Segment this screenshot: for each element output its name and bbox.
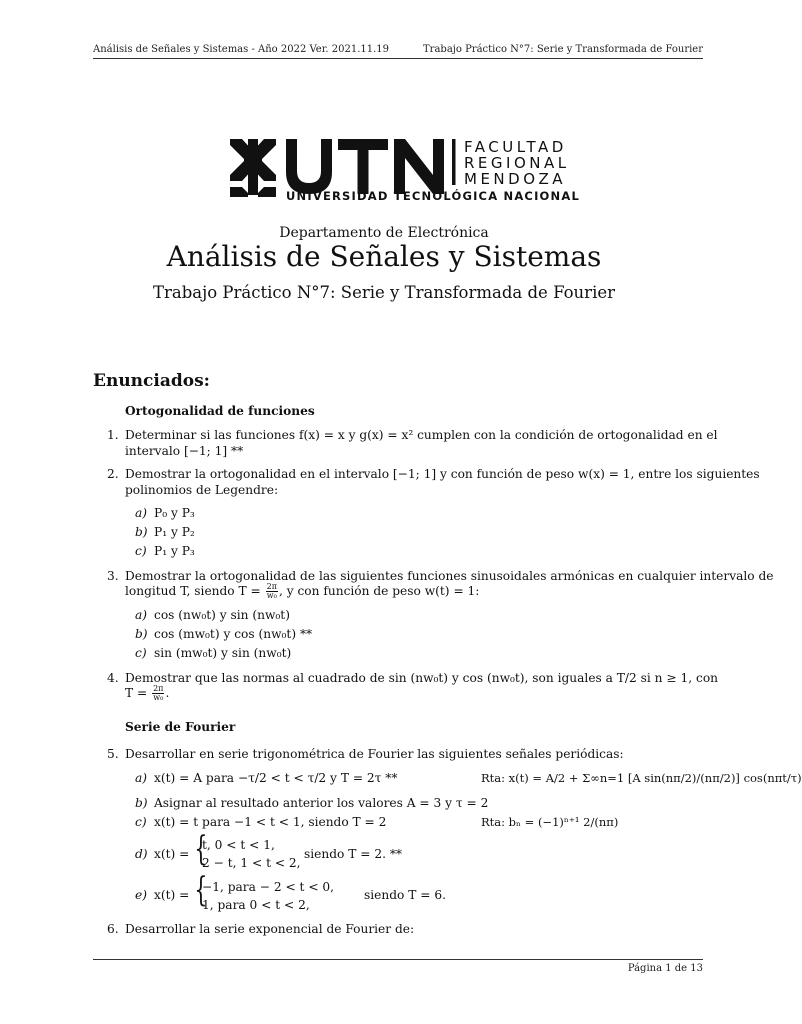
logo-line-2: REGIONAL	[464, 154, 570, 172]
item-number: 1.	[107, 428, 119, 442]
item-3-line-1: Demostrar la ortogonalidad de las siguientes funciones sinusoidales armónicas en cualquier intervalo de	[125, 569, 774, 583]
answer-5-a: Rta: x(t) = A/2 + Σ∞n=1 [A sin(nπ/2)/(nπ/2)] cos(nπt/τ)	[481, 771, 802, 785]
logo-line-3: MENDOZA	[464, 170, 567, 188]
item-5-e-case-2: 1, para 0 < t < 2,	[202, 898, 310, 912]
item-3-c: sin (mw₀t) y sin (nw₀t)	[154, 646, 292, 660]
item-5-e-tail: siendo T = 6.	[364, 888, 446, 902]
item-4-line-1: Demostrar que las normas al cuadrado de sin (nw₀t) y cos (nw₀t), son iguales a T/2 si n ≥ 1, con	[125, 671, 719, 685]
enum-label: e)	[135, 888, 147, 902]
enum-label: d)	[135, 847, 148, 861]
enum-label: a)	[135, 506, 148, 520]
item-2-line-1: Demostrar la ortogonalidad en el intervalo [−1; 1] y con función de peso w(x) = 1, entre los siguientes	[125, 467, 760, 481]
logo-line-1: FACULTAD	[464, 138, 567, 156]
enum-label: a)	[135, 608, 148, 622]
header-rule	[93, 58, 703, 59]
item-5-b: Asignar al resultado anterior los valores A = 3 y τ = 2	[154, 796, 489, 810]
section-heading: Enunciados:	[93, 371, 210, 391]
fraction-2pi-w0: $\frac{2\pi}{\text{w₀}}$	[266, 582, 277, 600]
enum-label: b)	[135, 796, 148, 810]
item-5-d-tail: siendo T = 2. **	[304, 847, 403, 861]
item-2-c: P₁ y P₃	[154, 544, 195, 558]
running-header-right: Trabajo Práctico N°7: Serie y Transformada de Fourier	[423, 44, 703, 55]
item-3-a: cos (nw₀t) y sin (nw₀t)	[154, 608, 290, 622]
item-number: 3.	[107, 569, 119, 583]
item-number: 5.	[107, 747, 119, 761]
item-number: 2.	[107, 467, 119, 481]
utn-logo	[228, 135, 580, 203]
item-1-line-2: intervalo [−1; 1] **	[125, 444, 244, 458]
item-5-c: x(t) = t para −1 < t < 1, siendo T = 2	[154, 815, 387, 829]
answer-5-c: Rta: bₙ = (−1)ⁿ⁺¹ 2/(nπ)	[481, 815, 619, 829]
enum-label: b)	[135, 627, 148, 641]
item-1-line-1: Determinar si las funciones f(x) = x y g(x) = x² cumplen con la condición de ortogonalidad en el	[125, 428, 718, 442]
left-brace-icon: {	[194, 870, 208, 910]
item-5-d-lhs: x(t) =	[154, 847, 190, 861]
item-5-e-lhs: x(t) =	[154, 888, 190, 902]
item-3-b: cos (mw₀t) y cos (nw₀t) **	[154, 627, 313, 641]
item-5-line-1: Desarrollar en serie trigonométrica de Fourier las siguientes señales periódicas:	[125, 747, 624, 761]
item-5-d-case-1: t, 0 < t < 1,	[202, 838, 275, 852]
item-number: 6.	[107, 922, 119, 936]
item-5-d-case-2: 2 − t, 1 < t < 2,	[202, 856, 301, 870]
enum-label: c)	[135, 646, 147, 660]
footer-rule	[93, 959, 703, 960]
document-title: Análisis de Señales y Sistemas	[166, 240, 602, 273]
page-number: Página 1 de 13	[627, 963, 703, 974]
item-4-line-2: T = $\frac{2\pi}{\text{w₀}}$ .	[125, 684, 170, 702]
left-brace-icon: {	[194, 829, 208, 869]
enum-label: b)	[135, 525, 148, 539]
enum-label: a)	[135, 771, 148, 785]
item-5-a: x(t) = A para −τ/2 < t < τ/2 y T = 2τ **	[154, 771, 398, 785]
subsection-orthogonality: Ortogonalidad de funciones	[125, 404, 315, 418]
item-2-line-2: polinomios de Legendre:	[125, 483, 279, 497]
subsection-fourier-series: Serie de Fourier	[125, 720, 236, 734]
item-number: 4.	[107, 671, 119, 685]
enum-label: c)	[135, 544, 147, 558]
item-2-b: P₁ y P₂	[154, 525, 195, 539]
running-header-left: Análisis de Señales y Sistemas - Año 2022 Ver. 2021.11.19	[93, 44, 390, 55]
department: Departamento de Electrónica	[279, 225, 489, 241]
item-6-line-1: Desarrollar la serie exponencial de Fourier de:	[125, 922, 415, 936]
fraction-2pi-w0: $\frac{2\pi}{\text{w₀}}$	[153, 684, 164, 702]
enum-label: c)	[135, 815, 147, 829]
item-2-a: P₀ y P₃	[154, 506, 195, 520]
item-5-e-case-1: −1, para − 2 < t < 0,	[202, 880, 335, 894]
logo-tagline: UNIVERSIDAD TECNOLÓGICA NACIONAL	[286, 189, 580, 203]
document-subtitle: Trabajo Práctico N°7: Serie y Transformada de Fourier	[153, 283, 615, 302]
item-3-line-2: longitud T, siendo T = $\frac{2\pi}{\text{w₀}}$ , y con función de peso w(t) = 1:	[125, 582, 480, 600]
utn-emblem-icon	[230, 139, 276, 197]
